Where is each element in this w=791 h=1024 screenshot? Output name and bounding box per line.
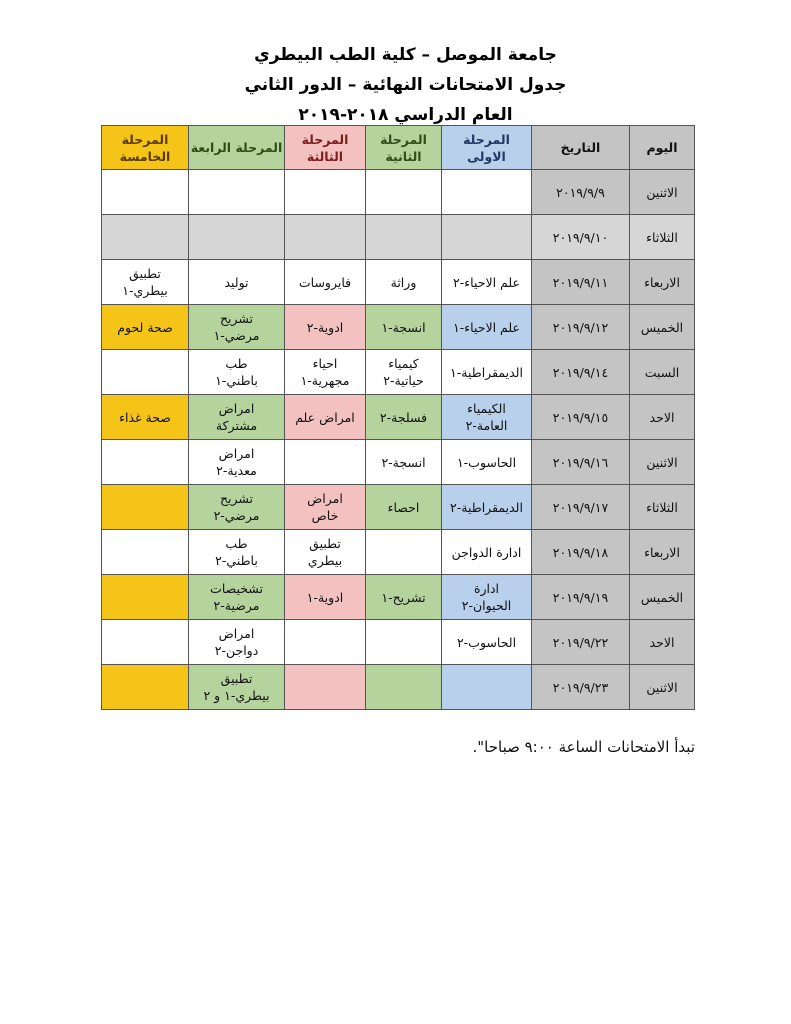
stage-4-cell [189,215,285,260]
date-cell: ٢٠١٩/٩/٢٣ [532,665,630,710]
col-header-stage-5: المرحلة الخامسة [102,126,189,170]
day-cell: الخميس [630,305,695,350]
stage-1-cell [442,170,532,215]
stage-1-cell: ادارة الحيوان-٢ [442,575,532,620]
stage-2-cell: انسجة-١ [366,305,442,350]
day-cell: الاربعاء [630,530,695,575]
date-cell: ٢٠١٩/٩/١٢ [532,305,630,350]
date-cell: ٢٠١٩/٩/١٧ [532,485,630,530]
date-cell: ٢٠١٩/٩/١١ [532,260,630,305]
table-row [102,260,695,305]
stage-4-cell: تطبيق بيطري-١ و ٢ [189,665,285,710]
stage-1-cell: ادارة الدواجن [442,530,532,575]
date-cell: ٢٠١٩/٩/١٥ [532,395,630,440]
stage-4-cell: توليد [189,260,285,305]
day-cell: الاحد [630,620,695,665]
col-header-stage-1: المرحلة الاولى [442,126,532,170]
stage-5-cell [102,665,189,710]
table-row [102,305,695,350]
stage-3-cell: ادوية-٢ [285,305,366,350]
date-cell: ٢٠١٩/٩/٩ [532,170,630,215]
stage-4-cell: امراض مشتركة [189,395,285,440]
table-row [102,170,695,215]
table-row [102,620,695,665]
stage-3-cell: احياء مجهرية-١ [285,350,366,395]
table-row [102,665,695,710]
stage-5-cell [102,440,189,485]
stage-5-cell [102,215,189,260]
stage-1-cell: علم الاحياء-٢ [442,260,532,305]
stage-4-cell: تشريح مرضي-٢ [189,485,285,530]
stage-2-cell: وراثة [366,260,442,305]
date-cell: ٢٠١٩/٩/١٤ [532,350,630,395]
stage-5-cell [102,350,189,395]
date-cell: ٢٠١٩/٩/١٠ [532,215,630,260]
stage-3-cell [285,215,366,260]
stage-3-cell [285,665,366,710]
schedule-title: جدول الامتحانات النهائية – الدور الثاني [244,75,567,95]
date-cell: ٢٠١٩/٩/١٨ [532,530,630,575]
stage-2-cell [366,215,442,260]
stage-3-cell: امراض خاص [285,485,366,530]
day-cell: الاثنين [630,665,695,710]
stage-4-cell [189,170,285,215]
day-cell: السبت [630,350,695,395]
stage-5-cell: تطبيق بيطري-١ [102,260,189,305]
exam-schedule-table [101,125,695,710]
day-cell: الاربعاء [630,260,695,305]
stage-4-cell: طب باطني-١ [189,350,285,395]
table-row [102,440,695,485]
table-row [102,485,695,530]
table-row [102,530,695,575]
date-cell: ٢٠١٩/٩/١٩ [532,575,630,620]
stage-1-cell: الديمقراطية-١ [442,350,532,395]
stage-4-cell: امراض دواجن-٢ [189,620,285,665]
stage-5-cell [102,620,189,665]
stage-5-cell: صحة غذاء [102,395,189,440]
stage-1-cell: الكيمياء العامة-٢ [442,395,532,440]
stage-2-cell: كيمياء حياتية-٢ [366,350,442,395]
stage-3-cell [285,620,366,665]
stage-5-cell [102,170,189,215]
stage-3-cell: ادوية-١ [285,575,366,620]
stage-2-cell: احصاء [366,485,442,530]
exam-time-note: تبدأ الامتحانات الساعة ٩:٠٠ صباحا". [472,738,695,756]
stage-3-cell: فايروسات [285,260,366,305]
stage-4-cell: تشريح مرضي-١ [189,305,285,350]
day-cell: الاثنين [630,440,695,485]
date-cell: ٢٠١٩/٩/١٦ [532,440,630,485]
stage-5-cell [102,530,189,575]
stage-3-cell: تطبيق بيطري [285,530,366,575]
stage-3-cell [285,440,366,485]
stage-3-cell: امراض علم [285,395,366,440]
day-cell: الاثنين [630,170,695,215]
stage-5-cell [102,575,189,620]
day-cell: الخميس [630,575,695,620]
day-cell: الاحد [630,395,695,440]
col-header-stage-3: المرحلة الثالثة [285,126,366,170]
stage-1-cell [442,665,532,710]
col-header-stage-2: المرحلة الثانية [366,126,442,170]
stage-1-cell: الحاسوب-٢ [442,620,532,665]
stage-4-cell: طب باطني-٢ [189,530,285,575]
stage-1-cell [442,215,532,260]
date-cell: ٢٠١٩/٩/٢٢ [532,620,630,665]
stage-5-cell: صحة لحوم [102,305,189,350]
stage-3-cell [285,170,366,215]
table-row [102,350,695,395]
day-cell: الثلاثاء [630,215,695,260]
stage-5-cell [102,485,189,530]
stage-2-cell: انسجة-٢ [366,440,442,485]
col-header-day: اليوم [630,126,695,170]
stage-2-cell [366,620,442,665]
table-row [102,575,695,620]
academic-year: العام الدراسي ٢٠١٨-٢٠١٩ [298,105,513,125]
stage-2-cell: فسلجة-٢ [366,395,442,440]
table-row [102,395,695,440]
stage-2-cell [366,665,442,710]
day-cell: الثلاثاء [630,485,695,530]
stage-1-cell: الحاسوب-١ [442,440,532,485]
university-title: جامعة الموصل – كلية الطب البيطري [254,45,557,65]
table-row [102,215,695,260]
stage-1-cell: الديمقراطية-٢ [442,485,532,530]
stage-1-cell: علم الاحياء-١ [442,305,532,350]
col-header-date: التاريخ [532,126,630,170]
col-header-stage-4: المرحلة الرابعة [189,126,285,170]
stage-2-cell [366,170,442,215]
document-header [0,40,791,130]
stage-4-cell: تشخيصات مرضية-٢ [189,575,285,620]
stage-2-cell: تشريح-١ [366,575,442,620]
stage-4-cell: امراض معدية-٢ [189,440,285,485]
header-row [102,126,695,170]
stage-2-cell [366,530,442,575]
